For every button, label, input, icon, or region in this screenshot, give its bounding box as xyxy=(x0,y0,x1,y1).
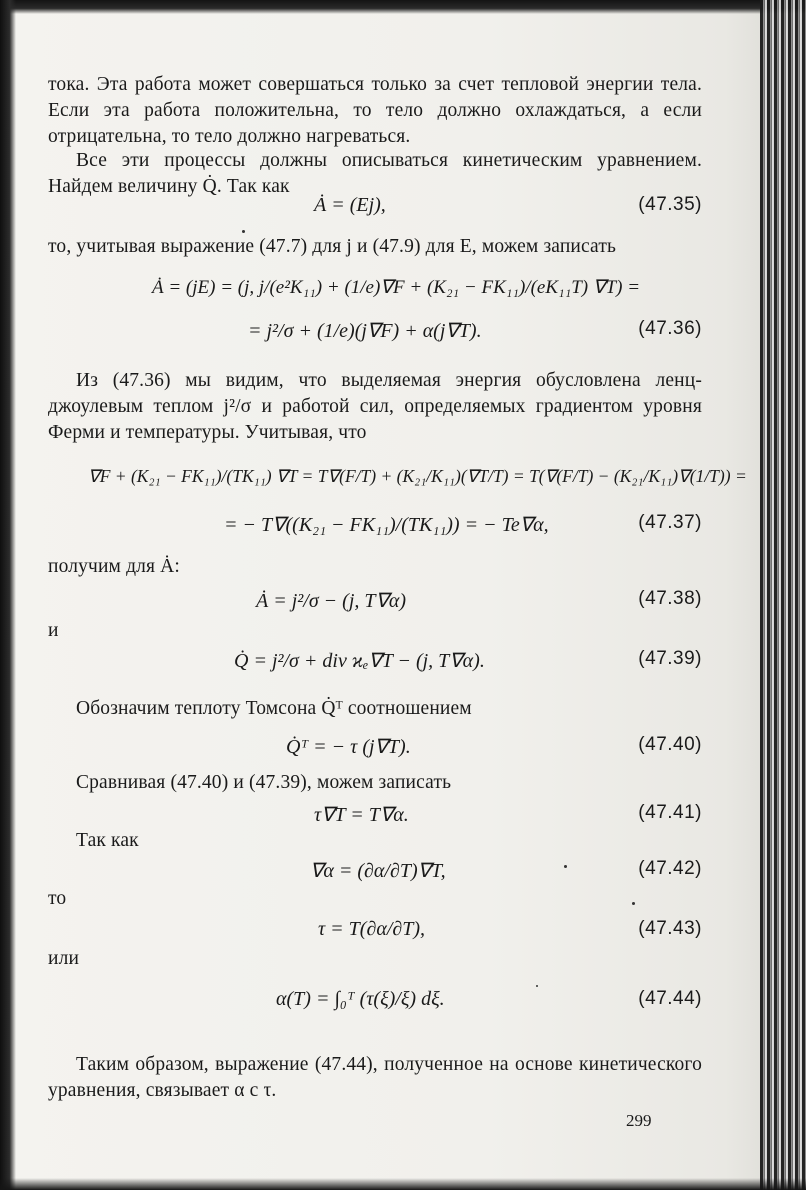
equation-formula: Ȧ = j²/σ − (j, T∇α) xyxy=(256,590,407,612)
equation-47-39 xyxy=(48,648,702,688)
paragraph-7: Обозначим теплоту Томсона Q̇ᵀ соотношением xyxy=(76,698,472,719)
equation-formula: Q̇ᵀ = − τ (j∇T). xyxy=(286,736,411,758)
paragraph-2: Все эти процессы должны описываться кинетическим уравнением. Найдем величину Q̇. Так как xyxy=(48,150,702,197)
paragraph-11: или xyxy=(48,948,80,969)
page-number: 299 xyxy=(626,1111,652,1130)
paragraph-5: получим для Ȧ: xyxy=(48,556,180,577)
equation-number: (47.43) xyxy=(638,918,702,939)
paragraph-9: Так как xyxy=(76,830,139,851)
equation-number: (47.44) xyxy=(638,988,702,1009)
equation-formula: Q̇ = j²/σ + div ϰₑ∇T − (j, T∇α). xyxy=(234,650,485,672)
paragraph-3: то, учитывая выражение (47.7) для j и (47.9) для E, можем записать xyxy=(48,236,617,257)
equation-number: (47.35) xyxy=(638,194,702,215)
paragraph-6: и xyxy=(48,620,59,641)
equation-formula: α(T) = ∫₀ᵀ (τ(ξ)/ξ) dξ. xyxy=(276,988,445,1010)
scan-speck xyxy=(242,230,245,233)
scan-speck xyxy=(536,985,538,987)
paragraph-12: Таким образом, выражение (47.44), полученное на основе кинетического уравнения, связывает α с τ. xyxy=(48,1054,702,1101)
equation-47-35 xyxy=(48,194,702,234)
equation-number: (47.36) xyxy=(638,318,702,339)
scan-speck xyxy=(632,902,635,905)
scan-edge-bottom xyxy=(0,1178,806,1190)
equation-47-36-line2 xyxy=(48,318,702,358)
equation-formula: = j²/σ + (1/e)(j∇F) + α(j∇T). xyxy=(248,320,482,342)
equation-47-37-line2 xyxy=(48,512,702,552)
equation-formula: τ = T(∂α/∂T), xyxy=(318,918,426,940)
scan-edge-right xyxy=(760,0,806,1190)
equation-formula: ∇α = (∂α/∂T)∇T, xyxy=(310,860,446,882)
equation-47-37-line1 xyxy=(48,466,747,506)
paragraph-8: Сравнивая (47.40) и (47.39), можем записать xyxy=(76,772,452,793)
equation-number: (47.39) xyxy=(638,648,702,669)
paragraph-10: то xyxy=(48,888,67,909)
scan-edge-left xyxy=(0,0,16,1190)
scan-speck xyxy=(564,865,567,868)
equation-formula: ∇F + (K₂₁ − FK₁₁)/(TK₁₁) ∇T = T∇(F/T) + (K₂₁/K₁₁)(∇T/T) = T(∇(F/T) − (K₂₁/K₁₁)∇(1/T)) = xyxy=(88,466,747,486)
equation-formula: Ȧ = (Ej), xyxy=(314,194,386,216)
equation-47-40 xyxy=(48,734,702,774)
paragraph-1: тока. Эта работа может совершаться только за счет тепловой энергии тела. Если эта работа положительна, то тело должно охлаждаться, а если отрицательна, то тело должно нагреваться. xyxy=(48,74,702,147)
equation-number: (47.38) xyxy=(638,588,702,609)
equation-47-36-line1 xyxy=(48,276,702,316)
equation-formula: Ȧ = (jE) = (j, j/(e²K₁₁) + (1/e)∇F + (K₂₁ − FK₁₁)/(eK₁₁T) ∇T) = xyxy=(152,277,641,298)
scan-edge-top xyxy=(0,0,806,14)
equation-number: (47.41) xyxy=(638,802,702,823)
equation-number: (47.40) xyxy=(638,734,702,755)
paragraph-4: Из (47.36) мы видим, что выделяемая энергия обусловлена ленц-джоулевым теплом j²/σ и работой сил, определяемых градиентом уровня Ферми и температуры. Учитывая, что xyxy=(48,370,702,443)
equation-formula: τ∇T = T∇α. xyxy=(314,804,409,826)
equation-47-44 xyxy=(48,988,702,1028)
equation-formula: = − T∇((K₂₁ − FK₁₁)/(TK₁₁)) = − Te∇α, xyxy=(224,514,549,536)
equation-number: (47.37) xyxy=(638,512,702,533)
equation-number: (47.42) xyxy=(638,858,702,879)
